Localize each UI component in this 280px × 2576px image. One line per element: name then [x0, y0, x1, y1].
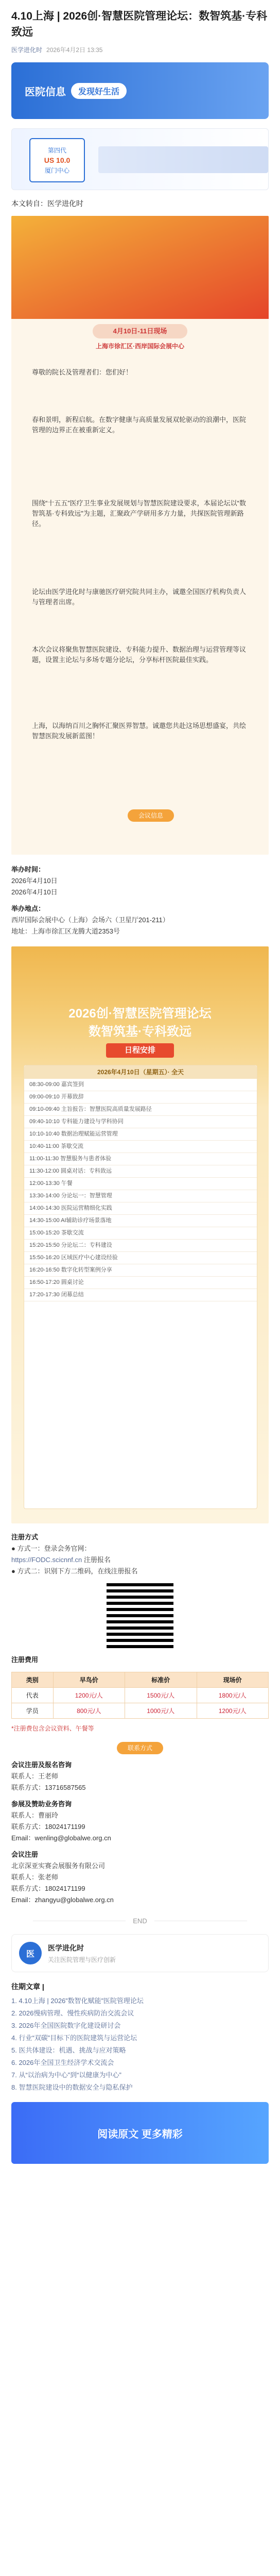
promo-image: [98, 146, 268, 173]
fees: [0, 1648, 280, 1666]
registration-title: 注册方式: [11, 1533, 39, 1541]
article-link[interactable]: 8. 智慧医院建设中的数据安全与隐私保护: [11, 2083, 133, 2091]
fees-cell: 代表: [12, 1688, 54, 1703]
registration-url[interactable]: https://FODC.scicnnf.cn: [11, 1556, 82, 1564]
end-divider: [11, 1917, 269, 1925]
article-meta: [11, 45, 269, 54]
agenda-row: 15:20-15:50 分论坛二：专科建设: [24, 1240, 257, 1252]
fees-row: [12, 1703, 269, 1719]
contact-3-mail: Email：zhangyu@globalwe.org.cn: [11, 1896, 114, 1904]
banner-text: 医院信息: [25, 86, 66, 98]
fees-row: [12, 1688, 269, 1703]
fees-cell: 800元/人: [53, 1703, 125, 1719]
poster-1-date: 4月10日-11日现场: [93, 324, 187, 338]
article-time: 2026年4月2日 13:35: [46, 46, 103, 54]
agenda-row: 11:30-12:00 圆桌对话：专科致远: [24, 1165, 257, 1178]
related-articles: [0, 1995, 280, 2094]
agenda-row: 14:00-14:30 医院运营精细化实践: [24, 1202, 257, 1215]
account-desc: 关注医院管理与医疗创新: [48, 1956, 116, 1963]
article-link[interactable]: 4. 行业“双碳”目标下的医院建筑与运营论坛: [11, 2034, 137, 2042]
contact-2-name: 联系人：曹丽玲: [11, 1811, 59, 1819]
contact-2-title: 参展及赞助业务咨询: [11, 1800, 72, 1808]
poster-1-para: 论坛由医学进化时与康驰医疗研究院共同主办，诚邀全国医疗机构负责人与管理者出席。: [32, 588, 247, 606]
registration-line1: ● 方式一：登录会务官网：: [11, 1545, 91, 1552]
agenda-tag: 日程安排: [106, 1043, 174, 1058]
agenda-row: 16:50-17:20 圆桌讨论: [24, 1277, 257, 1289]
registration-line1b: 注册报名: [83, 1556, 111, 1564]
promo-line2: US 10.0: [44, 156, 71, 164]
fees-header-row: [12, 1672, 269, 1688]
top-banner[interactable]: [11, 62, 269, 119]
agenda-row: 16:20-16:50 数字化转型案例分享: [24, 1264, 257, 1277]
agenda-rows: [24, 1079, 257, 1301]
agenda-row: 10:40-11:00 茶歇交流: [24, 1141, 257, 1153]
contact-section: [0, 1733, 280, 1906]
poster-1-venue: 上海市徐汇区·西岸国际会展中心: [96, 343, 184, 350]
agenda-row: 12:00-13:30 午餐: [24, 1178, 257, 1190]
promo-logo: [29, 138, 85, 182]
registration: [0, 1523, 280, 1648]
fees-title: 注册费用: [11, 1656, 39, 1664]
address-value: 地址：上海市徐汇区龙腾大道2353号: [11, 927, 120, 935]
fees-header-cell: 早鸟价: [53, 1672, 125, 1688]
agenda-row: 13:30-14:00 分论坛一：智慧管理: [24, 1190, 257, 1202]
contact-2-mail: Email：wenling@globalwe.org.cn: [11, 1834, 111, 1842]
article-link[interactable]: 7. 从“以治病为中心”到“以健康为中心”: [11, 2071, 121, 2079]
banner-pill: 发现好生活: [71, 83, 127, 99]
poster-2-title: 2026创·智慧医院管理论坛: [68, 1007, 212, 1021]
contact-1-name: 联系人：王老师: [11, 1772, 59, 1780]
contact-3-name: 联系人：张老师: [11, 1873, 59, 1881]
account-name: 医学进化时: [48, 1943, 84, 1952]
read-more-banner[interactable]: 阅读原文 更多精彩: [11, 2102, 269, 2164]
poster-1-para: 尊敬的院长及管理者们：您们好！: [32, 368, 133, 376]
agenda-table: [24, 1065, 257, 1509]
account-avatar: 医: [19, 1942, 42, 1964]
meeting-info-label: 会议信息: [128, 809, 174, 822]
contact-2-tel: 联系方式：18024171199: [11, 1823, 85, 1831]
article-link[interactable]: 5. 医共体建设：机遇、挑战与应对策略: [11, 2046, 126, 2054]
time-value-2: 2026年4月10日: [11, 888, 58, 896]
meeting-info: [0, 855, 280, 937]
agenda-row: 09:40-10:10 专科能力建设与学科协同: [24, 1116, 257, 1128]
article-source-link[interactable]: 医学进化时: [11, 46, 43, 54]
contact-3-title: 会议注册: [11, 1851, 39, 1858]
poster-2: [11, 946, 269, 1523]
article-header: [0, 0, 280, 54]
fees-note: *注册费包含会议资料、午餐等: [11, 1725, 94, 1732]
place-value: 西岸国际会展中心（上海）会场六（卫星厅201-211）: [11, 916, 169, 924]
agenda-row: 08:30-09:00 嘉宾签到: [24, 1079, 257, 1091]
article-link[interactable]: 1. 4.10上海 | 2026”数智化赋能”医院管理论坛: [11, 1997, 144, 2005]
time-key: 举办时间：: [11, 866, 45, 873]
fees-cell: 学员: [12, 1703, 54, 1719]
contact-label: 联系方式: [117, 1742, 163, 1754]
registration-qr-code[interactable]: [107, 1581, 173, 1648]
agenda-row: 09:00-09:10 开幕致辞: [24, 1091, 257, 1104]
promo-line3: 厦门中心: [44, 167, 69, 174]
agenda-row: 09:10-09:40 主旨报告：智慧医院高质量发展路径: [24, 1104, 257, 1116]
fees-header-cell: 现场价: [197, 1672, 269, 1688]
article-link[interactable]: 6. 2026年全国卫生经济学术交流会: [11, 2059, 114, 2066]
agenda-row: 15:00-15:20 茶歇交流: [24, 1227, 257, 1240]
fees-table: [11, 1672, 269, 1719]
agenda-row: 15:50-16:20 区域医疗中心建设经验: [24, 1252, 257, 1264]
contact-3-org: 北京深亚实赛会展服务有限公司: [11, 1862, 106, 1870]
fees-cell: 1200元/人: [53, 1688, 125, 1703]
account-card[interactable]: [11, 1934, 269, 1972]
poster-1-header-image: [11, 216, 269, 319]
agenda-header: 2026年4月10日（星期五）· 全天: [24, 1065, 257, 1079]
related-list-title: 往期文章 |: [11, 1982, 44, 1991]
poster-1-para: 围绕“十五五”医疗卫生事业发展规划与智慧医院建设要求，本届论坛以“数智筑基·专科致远”为主题，汇聚政产学研用多方力量，共探医院管理新路径。: [32, 499, 246, 528]
poster-1-para: 上海，以海纳百川之胸怀汇聚医界智慧。诚邀您共赴这场思想盛宴，共绘智慧医院发展新蓝图！: [32, 722, 247, 740]
poster-2-subtitle: 数智筑基·专科致远: [89, 1025, 191, 1039]
contact-1-tel: 联系方式：13716587565: [11, 1784, 86, 1791]
place-key: 举办地点：: [11, 905, 45, 912]
fees-cell: 1200元/人: [197, 1703, 269, 1719]
poster-1: [11, 216, 269, 855]
agenda-row: 10:10-10:40 数据治理赋能运营管理: [24, 1128, 257, 1141]
fees-body: [12, 1688, 269, 1719]
fees-cell: 1000元/人: [125, 1703, 197, 1719]
promo-card[interactable]: [11, 128, 269, 190]
end-text: END: [133, 1917, 147, 1925]
fees-cell: 1500元/人: [125, 1688, 197, 1703]
promo-line1: 第四代: [47, 147, 66, 154]
fees-header-cell: 标准价: [125, 1672, 197, 1688]
agenda-row: 14:30-15:00 AI辅助诊疗场景落地: [24, 1215, 257, 1227]
agenda-row: 11:00-11:30 智慧服务与患者体验: [24, 1153, 257, 1165]
poster-1-para: 春和景明，新程启航。在数字健康与高质量发展双轮驱动的浪潮中，医院管理的边界正在被重新定义。: [32, 416, 247, 434]
contact-1-title: 会议注册及报名咨询: [11, 1761, 72, 1769]
article-link[interactable]: 2. 2026慢病管理、慢性疾病防治交流会议: [11, 2009, 134, 2017]
agenda-row: 17:20-17:30 闭幕总结: [24, 1289, 257, 1301]
article-title: 4.10上海 | 2026创·智慧医院管理论坛：数智筑基·专科致远: [11, 10, 268, 38]
registration-line2: ● 方式二：识别下方二维码，在线注册报名: [11, 1567, 138, 1575]
caption: 本文转自：医学进化时: [11, 199, 83, 208]
article-link[interactable]: 3. 2026年全国医院数字化建设研讨会: [11, 2022, 121, 2029]
poster-1-para: 本次会议将聚焦智慧医院建设、专科能力提升、数据治理与运营管理等议题，设置主论坛与多场专题分论坛，分享标杆医院最佳实践。: [32, 646, 247, 664]
time-value: 2026年4月10日: [11, 877, 58, 885]
fees-cell: 1800元/人: [197, 1688, 269, 1703]
fees-header-cell: 类别: [12, 1672, 54, 1688]
contact-3-tel: 联系方式：18024171199: [11, 1885, 85, 1892]
